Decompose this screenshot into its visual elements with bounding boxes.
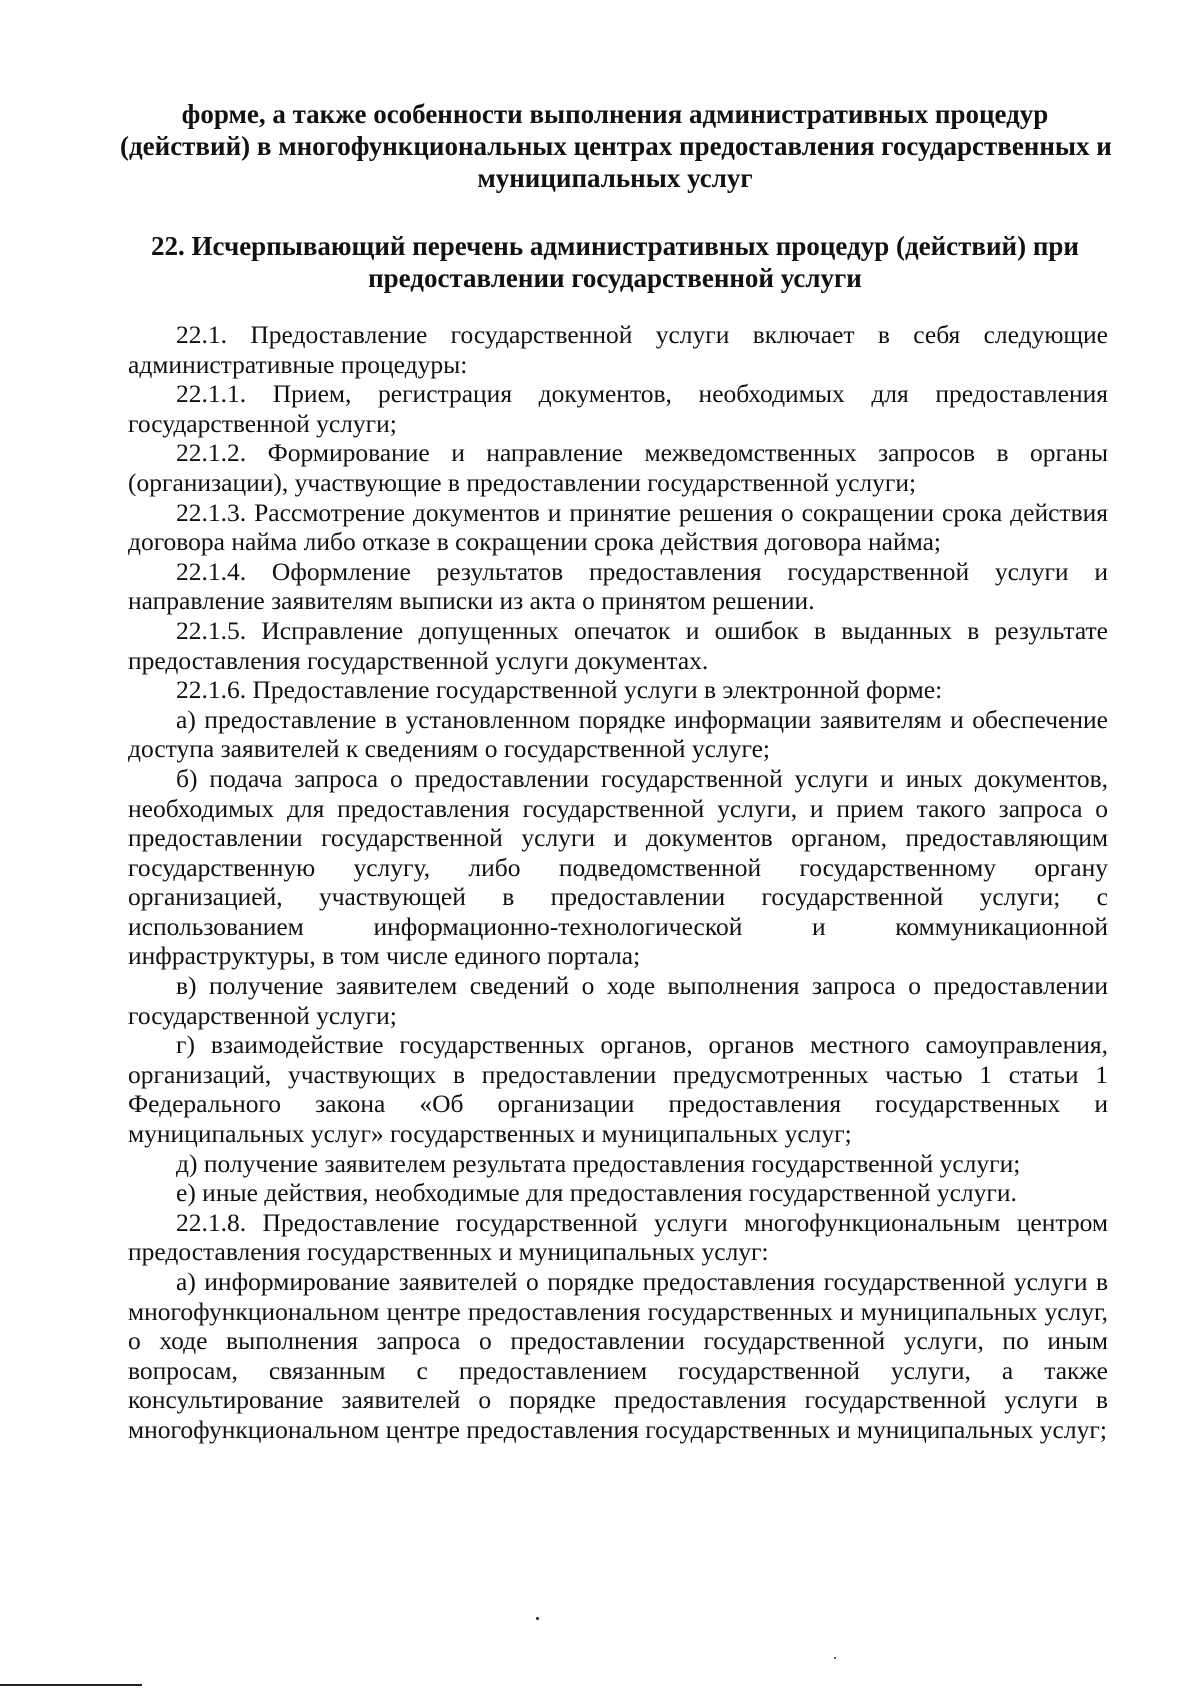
intro-heading-line: муниципальных услуг <box>477 163 753 193</box>
list-item-a-mfc: а) информирование заявителей о порядке предоставления государственной услуги в многофункциональном центре предоставления государственных и муниципальных услуг, о ходе выполнения запроса о предоставлении государственной услуги, по иным вопросам, связанным с предоставлением государственной услуги, а также консультирование заявителей о порядке предоставления государственной услуги в многофункциональном центре предоставления государственных и муниципальных услуг; <box>128 1267 1108 1444</box>
paragraph-22-1-2: 22.1.2. Формирование и направление межведомственных запросов в органы (организации), участвующие в предоставлении государственной услуги; <box>128 438 1108 497</box>
list-item-d: д) получение заявителем результата предоставления государственной услуги; <box>176 1148 1021 1178</box>
paragraph-22-1-4: 22.1.4. Оформление результатов предоставления государственной услуги и направление заявителям выписки из акта о принятом решении. <box>128 556 1108 616</box>
scan-speck <box>834 1657 836 1659</box>
section-heading-line: предоставлении государственной услуги <box>368 263 862 293</box>
list-item-b: б) подача запроса о предоставлении государственной услуги и иных документов, необходимых для предоставления государственной услуги, и прием такого запроса о предоставлении государственной услуги и документов органом, предоставляющим государственную услугу, либо подведомственной государственному органу организацией, участвующей в предоставлении государственной услуги; с использованием информационно-технологической и коммуникационной инфраструктуры, в том числе единого портала; <box>128 763 1108 971</box>
document-body <box>128 320 1108 1445</box>
paragraph-22-1-5: 22.1.5. Исправление допущенных опечаток и ошибок в выданных в результате предоставления государственной услуги документах. <box>128 615 1108 675</box>
paragraph-22-1-8: 22.1.8. Предоставление государственной услуги многофункциональным центром предоставления государственных и муниципальных услуг: <box>128 1207 1108 1267</box>
paragraph-22-1: 22.1. Предоставление государственной услуги включает в себя следующие административные процедуры: <box>128 320 1108 379</box>
section-heading <box>120 230 1110 294</box>
list-item-g: г) взаимодействие государственных органов, органов местного самоуправления, организаций, участвующих в предоставлении предусмотренных частью 1 статьи 1 Федерального закона «Об организации предоставления государственных и муниципальных услуг» государственных и муниципальных услуг; <box>128 1030 1108 1149</box>
paragraph-22-1-1: 22.1.1. Прием, регистрация документов, необходимых для предоставления государственной услуги; <box>128 379 1108 438</box>
list-item-a: а) предоставление в установленном порядке информации заявителям и обеспечение доступа заявителей к сведениям о государственной услуге; <box>128 704 1108 764</box>
paragraph-22-1-6: 22.1.6. Предоставление государственной услуги в электронной форме: <box>176 675 943 705</box>
intro-heading-line: форме, а также особенности выполнения административных процедур <box>181 99 1049 129</box>
scan-edge-line <box>0 1684 142 1686</box>
intro-heading <box>120 98 1110 194</box>
list-item-v: в) получение заявителем сведений о ходе выполнения запроса о предоставлении государственной услуги; <box>128 971 1108 1030</box>
scan-speck <box>536 1617 539 1620</box>
paragraph-22-1-3: 22.1.3. Рассмотрение документов и принятие решения о сокращении срока действия договора найма либо отказе в сокращении срока действия договора найма; <box>128 497 1108 557</box>
intro-heading-line: (действий) в многофункциональных центрах предоставления государственных и <box>120 131 1112 161</box>
list-item-e: е) иные действия, необходимые для предоставления государственной услуги. <box>176 1178 1017 1208</box>
section-heading-line: 22. Исчерпывающий перечень административных процедур (действий) при <box>151 231 1079 261</box>
